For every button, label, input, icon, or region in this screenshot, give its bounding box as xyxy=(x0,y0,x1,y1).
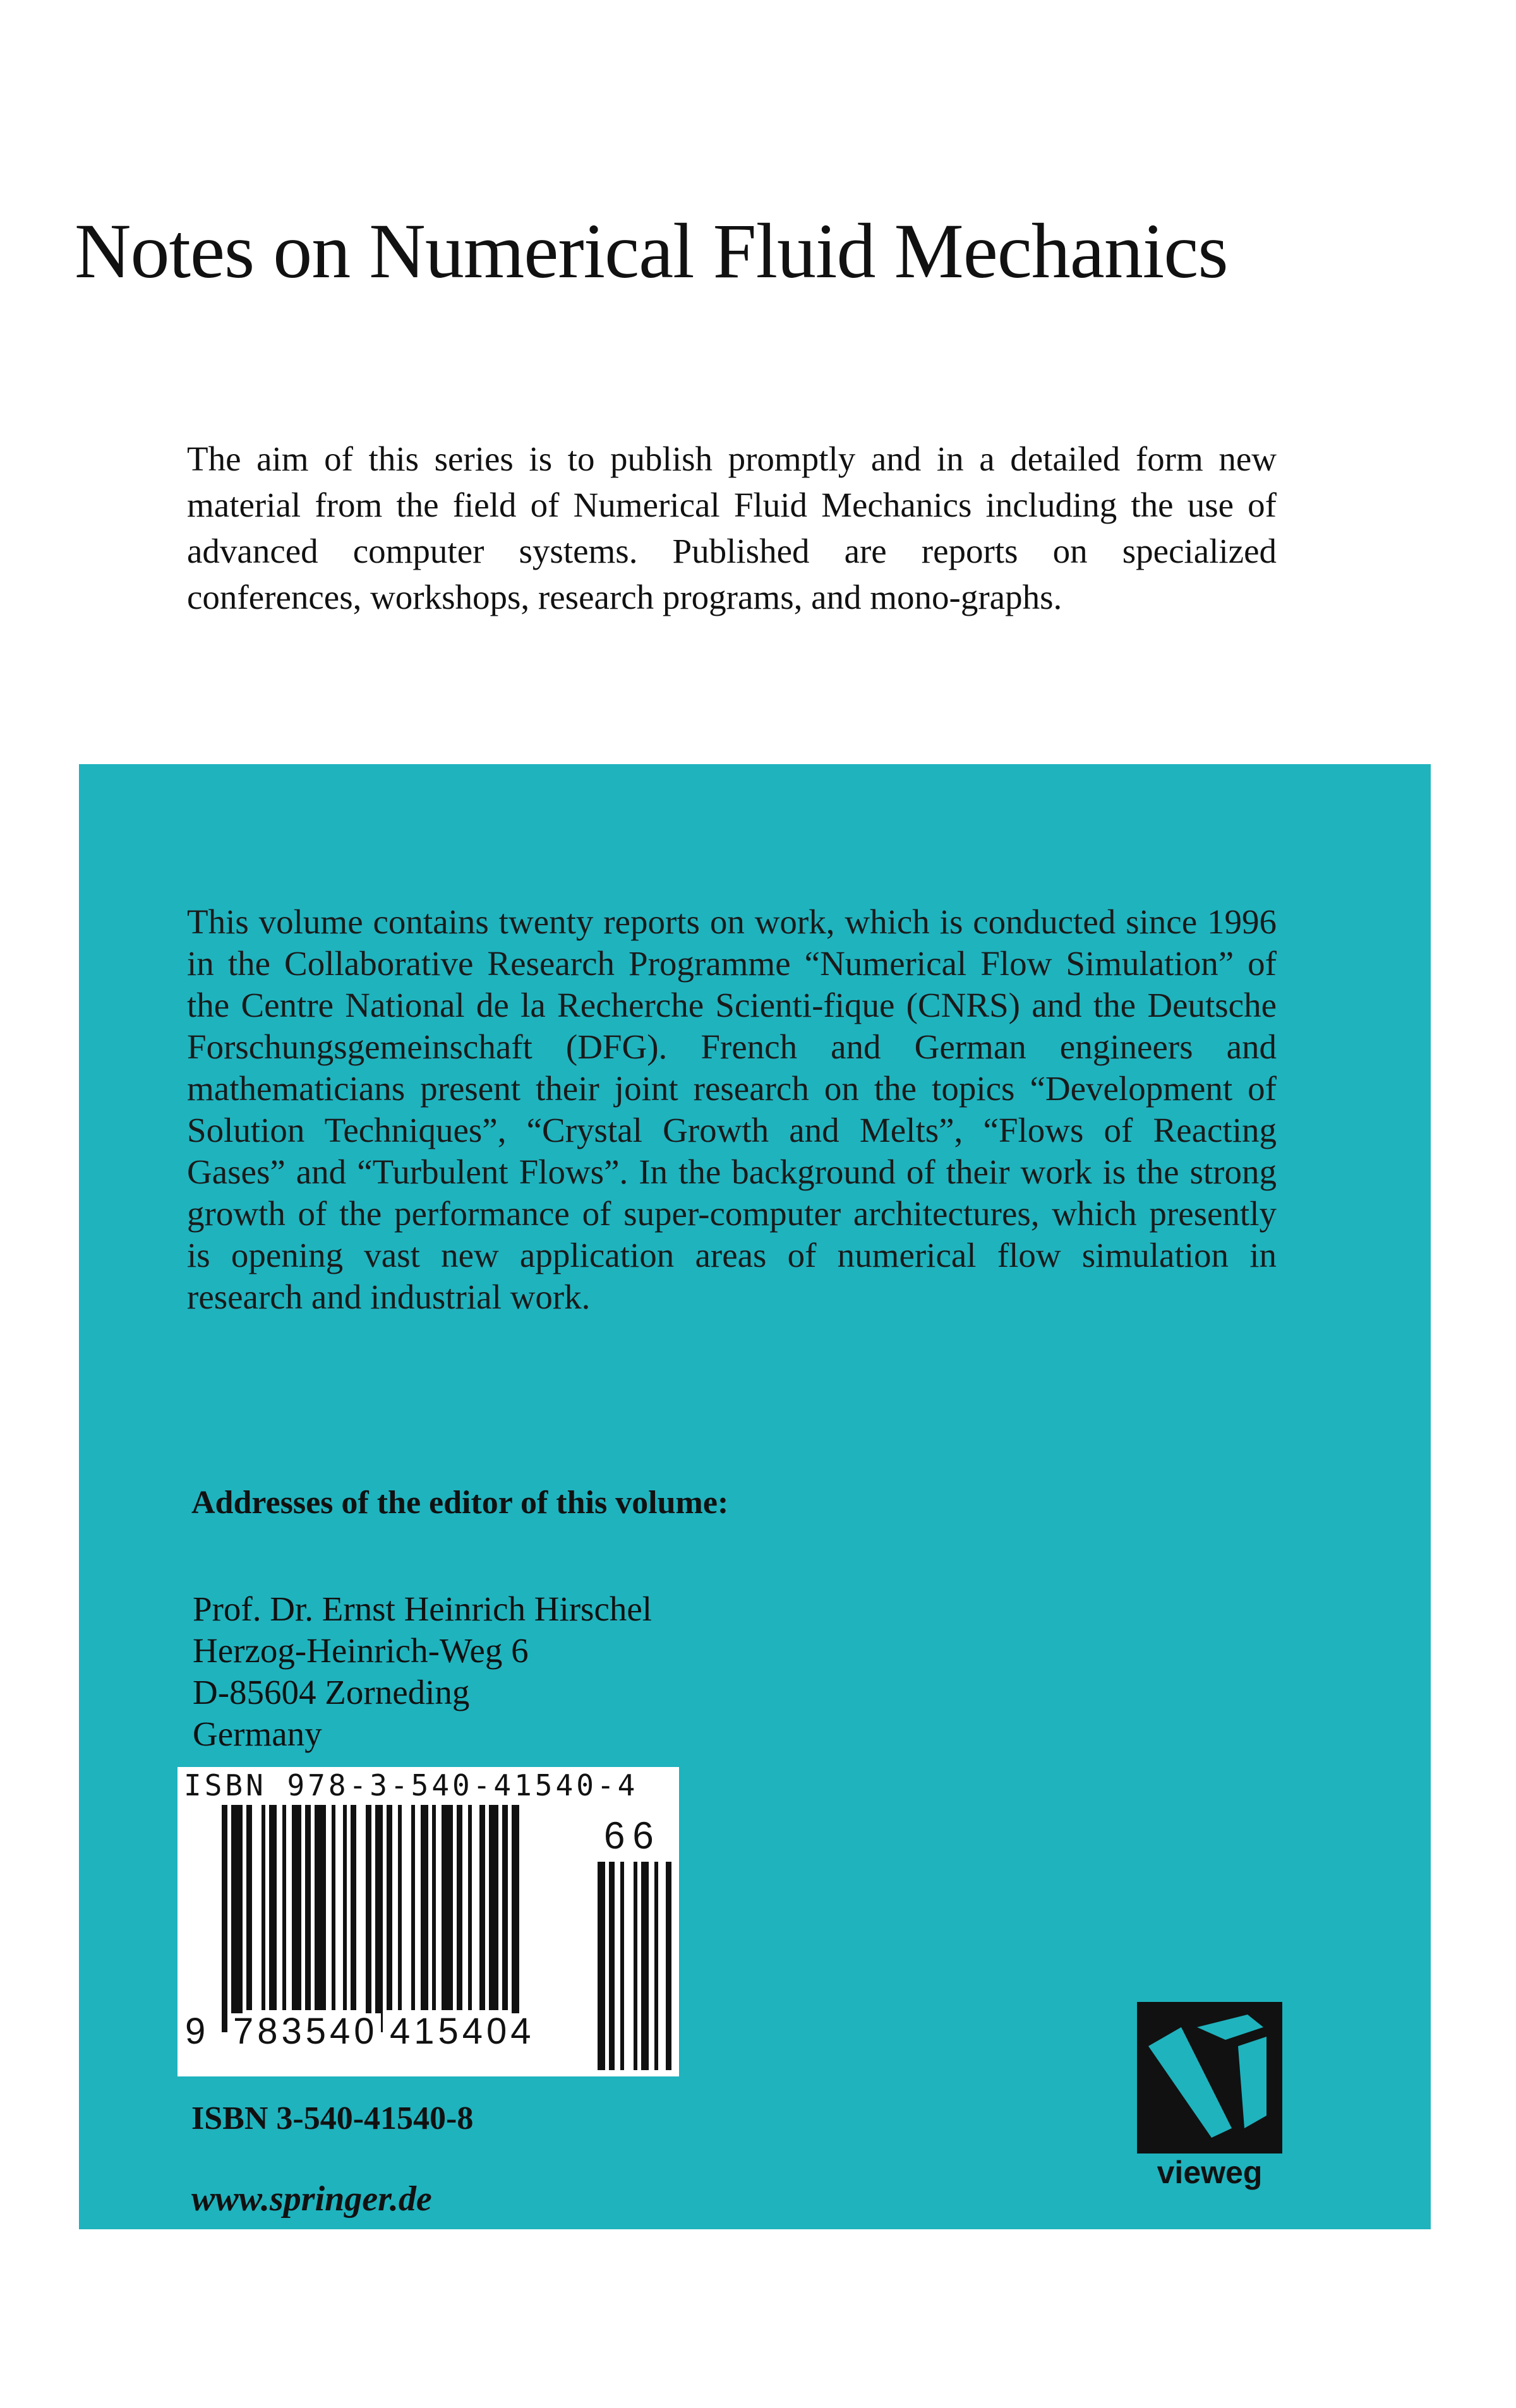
barcode-bar xyxy=(282,1805,286,2010)
vieweg-mark-icon xyxy=(1137,2002,1282,2153)
isbn-barcode xyxy=(177,1767,679,2076)
barcode-bar xyxy=(620,1862,624,2070)
barcode-bar xyxy=(387,1805,392,2010)
series-aim-text: The aim of this series is to publish promptly and in a detailed form new material from the field of Numerical Fluid Mechanics including the use of advanced computer systems. Published are reports on specialized conferences, workshops, research programs, and mono-graphs. xyxy=(187,440,1277,616)
barcode-bar xyxy=(512,1805,519,2032)
barcode-bar xyxy=(457,1805,462,2010)
barcode-bar xyxy=(411,1805,415,2010)
barcode-bar xyxy=(641,1862,649,2070)
vieweg-wordmark: vieweg xyxy=(1157,2155,1263,2190)
barcode-bar xyxy=(292,1805,301,2010)
publisher-website: www.springer.de xyxy=(191,2179,432,2219)
barcode-bar xyxy=(305,1805,311,2010)
editor-country: Germany xyxy=(193,1715,322,1753)
barcode-bar xyxy=(442,1805,453,2010)
barcode-bar xyxy=(343,1805,347,2010)
barcode-bar xyxy=(479,1805,485,2010)
barcode-bar xyxy=(432,1805,436,2010)
barcode-digits-left: 783540 xyxy=(231,2013,381,2050)
editor-city: D-85604 Zorneding xyxy=(193,1673,470,1711)
barcode-bar xyxy=(246,1805,252,2010)
vieweg-logo xyxy=(1137,2002,1282,2190)
barcode-bar xyxy=(609,1862,615,2070)
barcode-addon-digits: 66 xyxy=(604,1814,661,1857)
barcode-bar xyxy=(634,1862,637,2070)
barcode-bar xyxy=(315,1805,326,2010)
barcode-bar xyxy=(654,1862,658,2070)
barcode-bar xyxy=(351,1805,356,2010)
barcode-bar xyxy=(375,1805,383,2032)
barcode-bar xyxy=(231,1805,243,2032)
editor-address-heading: Addresses of the editor of this volume: xyxy=(191,1485,729,1521)
barcode-bar xyxy=(489,1805,498,2010)
barcode-bar xyxy=(262,1805,265,2010)
back-cover-panel xyxy=(79,764,1431,2229)
barcode-digit-first: 9 xyxy=(183,2013,208,2050)
barcode-digits-right: 415404 xyxy=(387,2013,538,2050)
volume-blurb: This volume contains twenty reports on work, which is conducted since 1996 in the Collaborative Research Programme “Numerical Flow Simulation” of the Centre National de la Recherche Scienti-fique (CNRS) and the Deutsche Forschungsgemeinschaft (DFG). French and German engineers and mathematicians present their joint research on the topics “Development of Solution Techniques”, “Crystal Growth and Melts”, “Flows of Reacting Gases” and “Turbulent Flows”. In the background of their work is the strong growth of the performance of super-computer architectures, which presently is opening vast new application areas of numerical flow simulation in research and industrial work. xyxy=(187,902,1277,1316)
barcode-bar xyxy=(598,1862,605,2070)
series-title: Notes on Numerical Fluid Mechanics xyxy=(75,208,1228,294)
editor-street: Herzog-Heinrich-Weg 6 xyxy=(193,1631,529,1670)
editor-address xyxy=(193,1588,824,1755)
isbn10-label: ISBN 3-540-41540-8 xyxy=(191,2100,474,2136)
barcode-bar xyxy=(366,1805,371,2032)
barcode-bar xyxy=(222,1805,227,2032)
barcode-bar xyxy=(398,1805,402,2010)
barcode-bar xyxy=(421,1805,428,2010)
barcode-bar xyxy=(468,1805,472,2010)
barcode-bar xyxy=(269,1805,277,2010)
barcode-bar xyxy=(666,1862,671,2070)
isbn13-label: ISBN 978-3-540-41540-4 xyxy=(184,1768,639,1802)
barcode-bar xyxy=(502,1805,508,2010)
editor-name: Prof. Dr. Ernst Heinrich Hirschel xyxy=(193,1590,653,1628)
barcode-bar xyxy=(332,1805,335,2010)
